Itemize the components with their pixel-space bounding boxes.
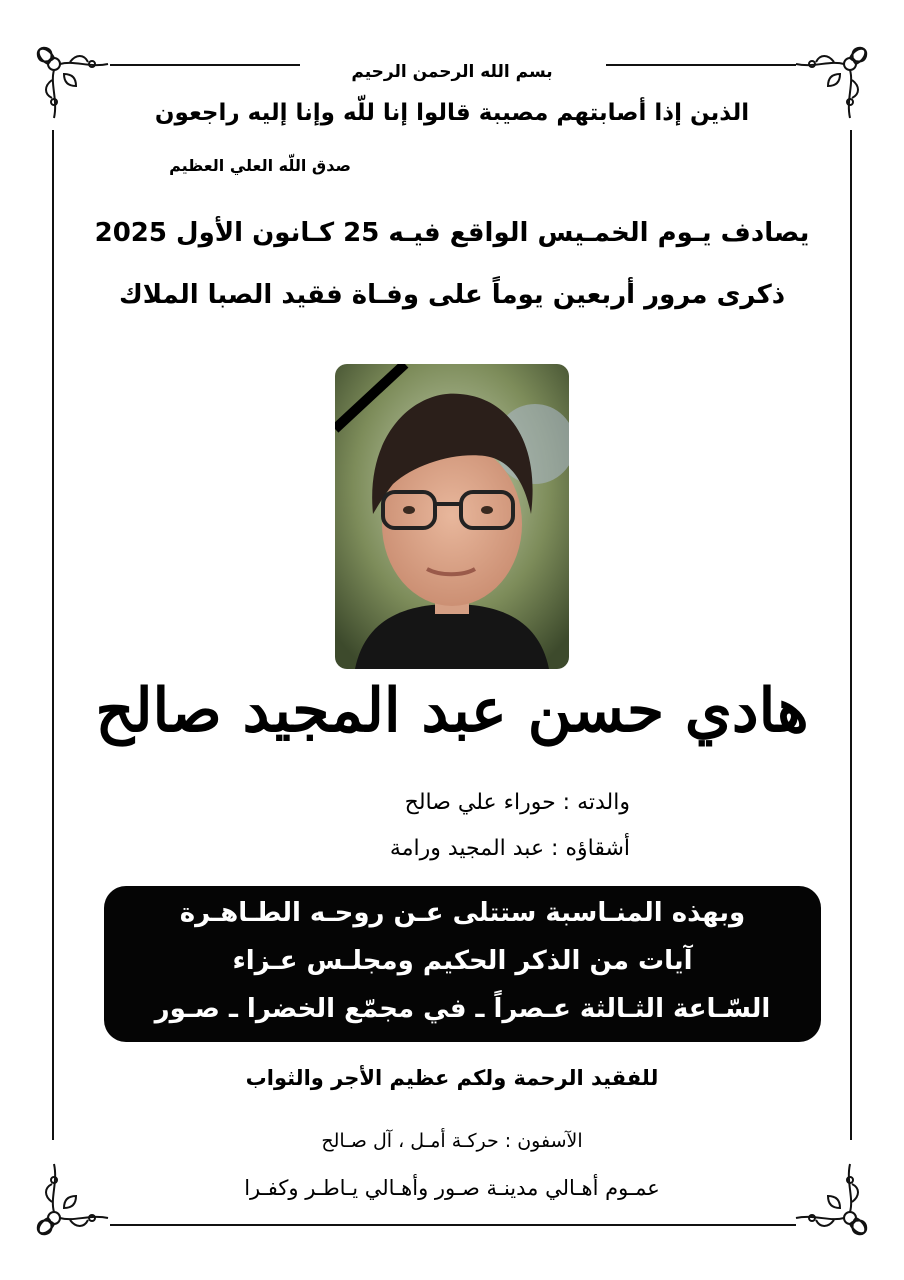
quran-verse: الذين إذا أصابتهم مصيبة قالوا إنا للّه وإنا إليه راجعون (154, 100, 750, 126)
ceremony-line-1: وبهذه المنـاسبة ستتلى عـن روحـه الطـاهـرة (179, 898, 746, 928)
ceremony-line-3: السّـاعة الثـالثة عـصراً ـ في مجمّع الخضرا ـ صـور (154, 994, 771, 1024)
basmala: بسم الله الرحمن الرحيم (351, 62, 553, 82)
prayer-line: للفقيد الرحمة ولكم عظيم الأجر والثواب (245, 1066, 659, 1090)
mother-line: والدته : حوراء علي صالح (404, 790, 630, 815)
portrait-image (335, 364, 569, 669)
ceremony-box (104, 886, 821, 1042)
date-line: يصادف يـوم الخمـيس الواقع فيـه 25 كـانون الأول 2025 (94, 218, 810, 248)
ceremony-line-2: آيات من الذكر الحكيم ومجلـس عـزاء (232, 946, 693, 976)
deceased-photo (335, 364, 569, 669)
mourners-line: الآسفون : حركـة أمـل ، آل صـالح (321, 1130, 583, 1152)
deceased-name: هادي حسن عبد المجيد صالح (95, 676, 809, 746)
families-line: عمـوم أهـالي مدينـة صـور وأهـالي يـاطـر وكفـرا (244, 1176, 660, 1200)
frame-bottom (110, 1224, 796, 1226)
siblings-line: أشقاؤه : عبد المجيد ورامة (389, 836, 630, 861)
sadaq-line: صدق اللّه العلي العظيم (169, 156, 351, 175)
memorial-line: ذكرى مرور أربعين يوماً على وفـاة فقيد الصبا الملاك (118, 280, 786, 310)
